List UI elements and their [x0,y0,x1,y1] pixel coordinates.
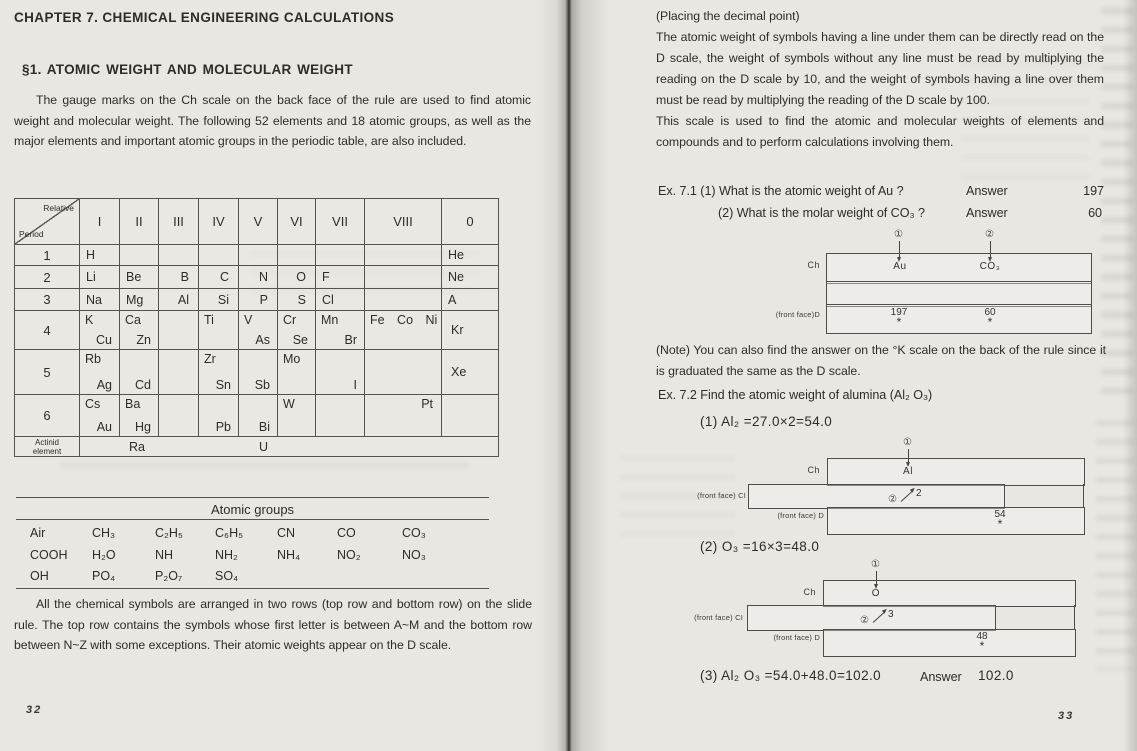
element-symbol: Cd [135,378,151,392]
atomic-group-formula: PO₄ [92,569,116,583]
element-symbol: W [283,397,295,411]
group-header: VI [278,199,316,245]
element-cell [365,311,442,350]
element-symbol: Br [344,333,357,347]
intro-paragraph: The gauge marks on the Ch scale on the back face of the rule are used to find atomic weight and molecular weight. The following 52 elements and 18 atomic groups, as well as the major elements and important atomic groups in the periodic table, are also included. [14,93,531,148]
element-symbol: Mn [321,313,339,327]
body-right-edge [1003,484,1084,507]
group-header: I [80,199,120,245]
atomic-group-formula: NH [155,548,174,562]
element-symbol: H [86,248,96,262]
atomic-group-formula: CH₃ [92,526,116,540]
gauge-mark-al: Al [902,466,914,477]
page-left [0,0,565,751]
element-symbol: N [258,270,268,284]
element-symbol: Mg [126,292,144,307]
atomic-group-formula: COOH [30,548,68,562]
element-cell [278,311,316,350]
element-cell [278,266,316,289]
atomic-group-formula: NH₄ [277,548,301,562]
chapter-heading: CHAPTER 7. CHEMICAL ENGINEERING CALCULATIONS [14,10,395,25]
marker-2-icon: ② [888,494,897,505]
element-cell [159,311,199,350]
element-symbol: K [85,313,94,327]
element-symbol: Cr [283,313,297,327]
element-cell [442,311,498,350]
element-symbol: Pb [215,420,231,434]
gauge-mark-o: O [871,588,881,599]
ex72-result-line [656,668,1106,688]
arrow-down-icon [908,449,909,462]
element-symbol: Rb [85,352,101,366]
closing-paragraph: All the chemical symbols are arranged in two rows (top row and bottom row) on the slide rule. The top row contains the symbols whose first letter is between A~M and the bottom row between N~Z with some exceptions. Their atomic weights appear on the D scale. [14,597,532,652]
element-cell [239,395,278,437]
element-symbol: Fe Co Ni [370,313,438,327]
atomic-groups-row [16,548,489,562]
element-cell [239,289,278,311]
d-scale-box [823,629,1076,657]
slide-box [748,484,1005,509]
element-cell [120,245,159,266]
actinide-label-line: element [32,446,62,456]
element-symbol: C [219,270,229,284]
element-symbol: Xe [451,365,467,379]
body-right-edge [994,605,1075,629]
element-symbol: Se [292,333,308,347]
period-number: 4 [15,311,80,350]
element-symbol: Bi [258,420,270,434]
marker-1-icon: ① [903,437,912,448]
element-symbol: As [255,333,270,347]
atomic-groups-row [16,569,489,583]
note-paragraph: (Note) You can also find the answer on the °K scale on the back of the rule since it is graduated the same as the D scale. [656,343,1106,378]
atomic-group-formula: C₂H₅ [155,526,183,540]
gauge-mark-co3: CO₃ [979,261,1001,272]
element-symbol: Sn [215,378,231,392]
element-symbol: I [353,378,357,392]
atomic-group-formula: NO₃ [402,548,426,562]
slide-box [747,605,996,631]
atomic-group-formula: NH₂ [215,548,238,562]
element-cell [365,350,442,395]
actinide-label-line: Actinid [34,437,59,447]
period-number: 6 [15,395,80,437]
example-7-1 [656,184,1106,230]
ex71-answer1-value: 197 [1083,184,1104,198]
element-cell [316,311,365,350]
star-mark-icon: * [979,639,985,653]
element-symbol: Ti [204,313,214,327]
element-symbol: Hg [135,420,151,434]
actinide-row-label [15,437,80,456]
element-cell [120,289,159,311]
element-cell [159,350,199,395]
ex72-answer-value: 102.0 [978,668,1014,683]
atomic-group-formula: OH [30,569,49,583]
group-header: II [120,199,159,245]
element-symbol: He [448,248,464,262]
element-cell [199,266,239,289]
period-number: 2 [15,266,80,289]
element-cell [199,245,239,266]
arrow-down-icon [876,571,877,584]
atomic-groups-table [16,497,489,589]
element-cell [365,245,442,266]
element-cell [278,245,316,266]
atomic-groups-row [16,526,489,540]
d-scale-label: (front face) D [773,633,820,642]
element-cell [120,395,159,437]
d-scale-label: (front face)D [775,310,820,319]
element-cell [239,266,278,289]
ex72-step1: (1) Al₂ =27.0×2=54.0 [700,414,833,429]
element-symbol: S [297,292,306,307]
atomic-group-formula: CO₃ [402,526,426,540]
factor-value: 2 [916,488,922,499]
page-number-left: 32 [26,704,43,716]
ex71-answer2-label: Answer [966,206,1008,220]
rule [16,519,489,520]
element-cell [365,395,442,437]
group-header: IV [199,199,239,245]
element-symbol: Ag [96,378,112,392]
atomic-group-formula: SO₄ [215,569,239,583]
element-cell [365,266,442,289]
element-symbol: Ra [129,439,145,454]
element-cell [278,395,316,437]
ex72-title: Ex. 7.2 Find the atomic weight of alumina (Al₂ O₃) [658,388,933,402]
periodic-table-grid [15,199,498,456]
period-number: 3 [15,289,80,311]
element-symbol: Li [86,270,96,284]
atomic-group-formula: P₂O₇ [155,569,183,583]
period-number: 1 [15,245,80,266]
arrow-down-icon [899,241,900,257]
element-cell [80,311,120,350]
d-scale-value-54: 54 [994,509,1006,520]
element-cell [278,350,316,395]
period-number: 5 [15,350,80,395]
ex72-step2: (2) O₃ =16×3=48.0 [700,539,820,554]
element-symbol: V [244,313,253,327]
element-symbol: U [259,439,269,454]
group-header: III [159,199,199,245]
element-symbol: Au [96,420,112,434]
ex72-step3: (3) Al₂ O₃ =54.0+48.0=102.0 [700,668,882,683]
ch-scale-box [827,458,1085,486]
element-cell [239,350,278,395]
element-cell [80,245,120,266]
element-symbol: Pt [421,397,433,411]
ci-scale-label: (front face) CI [697,491,746,500]
element-cell [316,245,365,266]
element-cell [120,350,159,395]
ex71-answer1-label: Answer [966,184,1008,198]
element-symbol: O [296,270,306,284]
ex71-question-2: (2) What is the molar weight of CO₃ ? [718,206,925,220]
rule [16,497,489,498]
section-heading: §1. ATOMIC WEIGHT AND MOLECULAR WEIGHT [22,62,353,77]
scale-use-paragraph: This scale is used to find the atomic and molecular weights of elements and compounds and to perform calculations involving them. [656,114,1104,149]
ch-scale-label: Ch [803,587,816,597]
element-cell [316,289,365,311]
ex72-answer-label: Answer [920,670,962,684]
element-symbol: F [322,270,330,284]
element-cell [442,350,498,395]
corner-label-relative: Relative [43,203,74,213]
element-symbol: A [448,292,457,307]
element-cell [278,289,316,311]
element-cell [316,395,365,437]
element-cell [80,289,120,311]
group-header: V [239,199,278,245]
corner-label-period: Period [19,229,44,239]
atomic-group-formula: NO₂ [337,548,361,562]
element-symbol: Ne [448,270,464,284]
periodic-table [14,198,499,457]
element-symbol: Sb [254,378,270,392]
element-symbol: Zr [204,352,216,366]
element-symbol: Na [86,292,102,307]
element-cell [442,289,498,311]
element-cell [365,289,442,311]
d-scale-value-197: 197 [890,307,908,318]
element-symbol: Mo [283,352,301,366]
element-cell [199,311,239,350]
atomic-group-formula: CO [337,526,356,540]
ci-scale-label: (front face) CI [694,613,743,622]
element-symbol: Ca [125,313,141,327]
d-scale-label: (front face) D [777,511,824,520]
atomic-group-formula: Air [30,526,46,540]
ch-scale-label: Ch [807,465,820,475]
decimal-point-title: (Placing the decimal point) [656,9,800,23]
factor-value: 3 [888,609,894,620]
star-mark-icon: * [896,315,902,329]
d-scale-box [826,304,1092,334]
arrow-down-icon [990,241,991,257]
decimal-point-section [656,6,1104,153]
element-symbol: Cu [96,333,112,347]
element-cell [199,289,239,311]
element-symbol: Zn [136,333,151,347]
element-symbol: Kr [451,323,464,337]
element-cell [442,395,498,437]
marker-2-icon: ② [985,229,994,240]
element-cell [442,245,498,266]
element-symbol: Al [177,292,189,307]
d-scale-value-60: 60 [984,307,996,318]
element-cell [239,245,278,266]
element-cell [120,311,159,350]
atomic-groups-title: Atomic groups [210,502,295,517]
element-symbol: B [180,270,189,284]
element-symbol: Si [217,292,229,307]
group-header: 0 [442,199,498,245]
element-cell [239,311,278,350]
star-mark-icon: * [997,517,1003,531]
element-cell [159,395,199,437]
marker-2-icon: ② [860,615,869,626]
rule [16,588,489,589]
element-cell [159,266,199,289]
element-symbol: Cl [322,292,334,307]
ch-scale-label: Ch [807,260,820,270]
element-cell [159,289,199,311]
gauge-mark-au: Au [893,261,907,272]
d-scale-value-48: 48 [976,631,988,642]
element-cell [80,395,120,437]
table-corner-cell [15,199,80,245]
element-symbol: Be [126,270,142,284]
element-cell [159,245,199,266]
group-header: VIII [365,199,442,245]
element-cell [199,395,239,437]
ex71-question-1: Ex. 7.1 (1) What is the atomic weight of Au ? [658,184,904,198]
element-symbol: Cs [85,397,101,411]
element-symbol: Ba [125,397,141,411]
element-cell [199,350,239,395]
marker-1-icon: ① [871,559,880,570]
element-cell [442,266,498,289]
element-symbol: P [259,292,268,307]
element-cell [80,350,120,395]
atomic-group-formula: H₂O [92,548,116,562]
element-cell [80,266,120,289]
actinide-elements-cell [80,437,498,456]
marker-1-icon: ① [894,229,903,240]
page-number-right: 33 [1058,710,1075,722]
decimal-point-body: The atomic weight of symbols having a line under them can be directly read on the D scale, the weight of symbols without any line must be read by multiplying the reading on the D scale by 10, and the weight of symbols having a line over them must be read by multiplying the reading of the D scale by 100. [656,30,1104,107]
element-cell [316,266,365,289]
ch-scale-box [826,253,1092,284]
star-mark-icon: * [987,315,993,329]
atomic-group-formula: C₆H₅ [215,526,244,540]
element-cell [316,350,365,395]
element-cell [120,266,159,289]
atomic-group-formula: CN [277,526,296,540]
ex71-answer2-value: 60 [1088,206,1102,220]
ch-scale-box [823,580,1076,607]
d-scale-box [827,507,1085,535]
group-header: VII [316,199,365,245]
